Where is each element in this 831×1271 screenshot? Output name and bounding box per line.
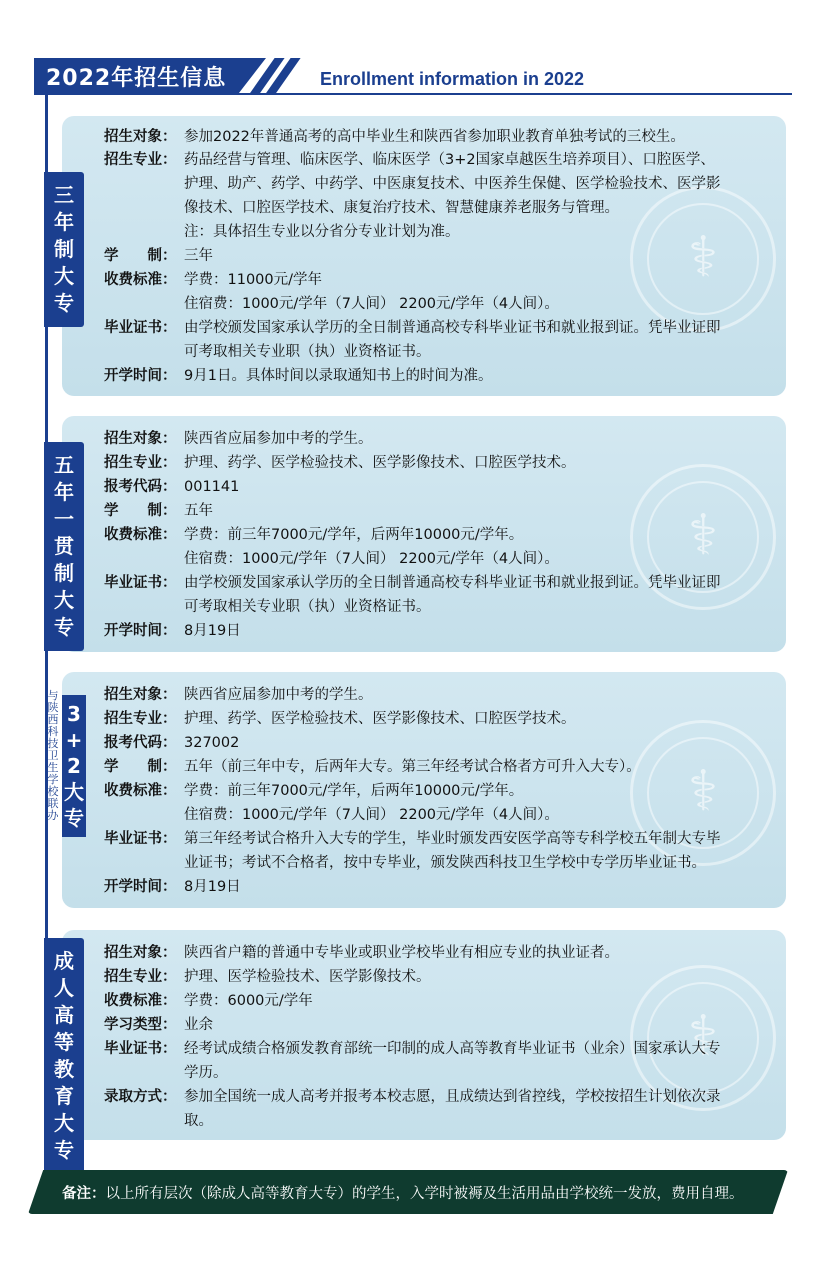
- row-label: 招生对象：: [104, 945, 177, 961]
- row-value: 五年（前三年中专，后两年大专。第三年经考试合格者方可升入大专）。: [184, 759, 641, 775]
- row-value: 业证书；考试不合格者，按中专毕业，颁发陕西科技卫生学校中专学历毕业证书。: [184, 855, 706, 871]
- section-3plus2: [62, 672, 786, 908]
- row-value: 住宿费：1000元/学年（7人间） 2200元/学年（4人间）。: [184, 551, 559, 567]
- section-side-label: 三 年 制 大 专: [44, 172, 84, 327]
- row-value: 9月1日。具体时间以录取通知书上的时间为准。: [184, 368, 493, 384]
- header-underline: [34, 93, 792, 95]
- row-value: 住宿费：1000元/学年（7人间） 2200元/学年（4人间）。: [184, 807, 559, 823]
- row-label: 收费标准：: [104, 993, 177, 1009]
- row-label: 学 制：: [104, 759, 177, 775]
- row-label: 招生对象：: [104, 687, 177, 703]
- row-label: 招生对象：: [104, 431, 177, 447]
- note-content: 以上所有层次（除成人高等教育大专）的学生，入学时被褥及生活用品由学校统一发放，费用自理。: [105, 1186, 744, 1202]
- section-side-label: 成 人 高 等 教 育 大 专: [44, 938, 84, 1174]
- row-value: 由学校颁发国家承认学历的全日制普通高校专科毕业证书和就业报到证。凭毕业证即: [184, 320, 721, 336]
- row-value: 可考取相关专业职（执）业资格证书。: [184, 344, 431, 360]
- row-value: 护理、药学、医学检验技术、医学影像技术、口腔医学技术。: [184, 455, 576, 471]
- row-label: 学习类型：: [104, 1017, 177, 1033]
- row-label: 招生专业：: [104, 969, 177, 985]
- row-label: 开学时间：: [104, 879, 177, 895]
- row-label: 招生专业：: [104, 711, 177, 727]
- row-value: 像技术、口腔医学技术、康复治疗技术、智慧健康养老服务与管理。: [184, 200, 619, 216]
- row-value: 学历。: [184, 1065, 228, 1081]
- row-label: 招生对象：: [104, 129, 177, 145]
- row-value: 可考取相关专业职（执）业资格证书。: [184, 599, 431, 615]
- section-three-year: [62, 116, 786, 396]
- page-title: 2022年招生信息: [46, 66, 227, 91]
- section-side-sublabel: 与 陕 西 科 技 卫 生 学 校 联 办: [47, 689, 59, 822]
- row-label: 招生专业：: [104, 455, 177, 471]
- row-label: 开学时间：: [104, 623, 177, 639]
- row-label: 收费标准：: [104, 272, 177, 288]
- row-value: 业余: [184, 1017, 213, 1033]
- row-value: 三年: [184, 248, 213, 264]
- row-label: 学 制：: [104, 503, 177, 519]
- row-value: 五年: [184, 503, 213, 519]
- row-label: 毕业证书：: [104, 575, 177, 591]
- section-five-year: [62, 416, 786, 652]
- row-label: 报考代码：: [104, 735, 177, 751]
- school-seal-watermark: ⚕: [630, 464, 776, 610]
- row-value: 学费：11000元/学年: [184, 272, 323, 288]
- row-value: 取。: [184, 1113, 213, 1129]
- section-side-label: 五 年 一 贯 制 大 专: [44, 442, 84, 651]
- row-label: 毕业证书：: [104, 1041, 177, 1057]
- row-value: 001141: [184, 479, 240, 495]
- row-label: 收费标准：: [104, 527, 177, 543]
- row-value: 护理、助产、药学、中药学、中医康复技术、中医养生保健、医学检验技术、医学影: [184, 176, 721, 192]
- row-value: 陕西省户籍的普通中专毕业或职业学校毕业有相应专业的执业证者。: [184, 945, 619, 961]
- school-seal-watermark: ⚕: [630, 186, 776, 332]
- school-seal-watermark: ⚕: [630, 720, 776, 866]
- row-value: 由学校颁发国家承认学历的全日制普通高校专科毕业证书和就业报到证。凭毕业证即: [184, 575, 721, 591]
- row-label: 毕业证书：: [104, 831, 177, 847]
- row-value: 学费：6000元/学年: [184, 993, 313, 1009]
- row-label: 录取方式：: [104, 1089, 177, 1105]
- row-value: 第三年经考试合格升入大专的学生，毕业时颁发西安医学高等专科学校五年制大专毕: [184, 831, 721, 847]
- row-value: 学费：前三年7000元/学年，后两年10000元/学年。: [184, 783, 524, 799]
- row-note: 注：具体招生专业以分省分专业计划为准。: [184, 224, 460, 240]
- row-value: 经考试成绩合格颁发教育部统一印制的成人高等教育毕业证书（业余）国家承认大专: [184, 1041, 721, 1057]
- section-adult-education: [62, 930, 786, 1140]
- row-label: 收费标准：: [104, 783, 177, 799]
- school-seal-watermark: ⚕: [630, 965, 776, 1111]
- row-label: 报考代码：: [104, 479, 177, 495]
- row-value: 护理、医学检验技术、医学影像技术。: [184, 969, 431, 985]
- row-value: 参加全国统一成人高考并报考本校志愿，且成绩达到省控线，学校按招生计划依次录: [184, 1089, 721, 1105]
- row-label: 招生专业：: [104, 152, 177, 168]
- row-value: 327002: [184, 735, 240, 751]
- note-label: 备注：: [62, 1186, 106, 1202]
- row-label: 毕业证书：: [104, 320, 177, 336]
- row-label: 开学时间：: [104, 368, 177, 384]
- row-value: 参加2022年普通高考的高中毕业生和陕西省参加职业教育单独考试的三校生。: [184, 129, 685, 145]
- section-side-label: 3 + 2 大 专: [62, 695, 86, 837]
- row-value: 8月19日: [184, 879, 241, 895]
- row-value: 药品经营与管理、临床医学、临床医学（3+2国家卓越医生培养项目）、口腔医学、: [184, 152, 715, 168]
- row-value: 护理、药学、医学检验技术、医学影像技术、口腔医学技术。: [184, 711, 576, 727]
- row-value: 陕西省应届参加中考的学生。: [184, 687, 373, 703]
- row-label: 学 制：: [104, 248, 177, 264]
- row-value: 8月19日: [184, 623, 241, 639]
- row-value: 学费：前三年7000元/学年，后两年10000元/学年。: [184, 527, 524, 543]
- note-text: [62, 1182, 744, 1203]
- row-value: 住宿费：1000元/学年（7人间） 2200元/学年（4人间）。: [184, 296, 559, 312]
- row-value: 陕西省应届参加中考的学生。: [184, 431, 373, 447]
- page-subtitle: Enrollment information in 2022: [320, 69, 585, 89]
